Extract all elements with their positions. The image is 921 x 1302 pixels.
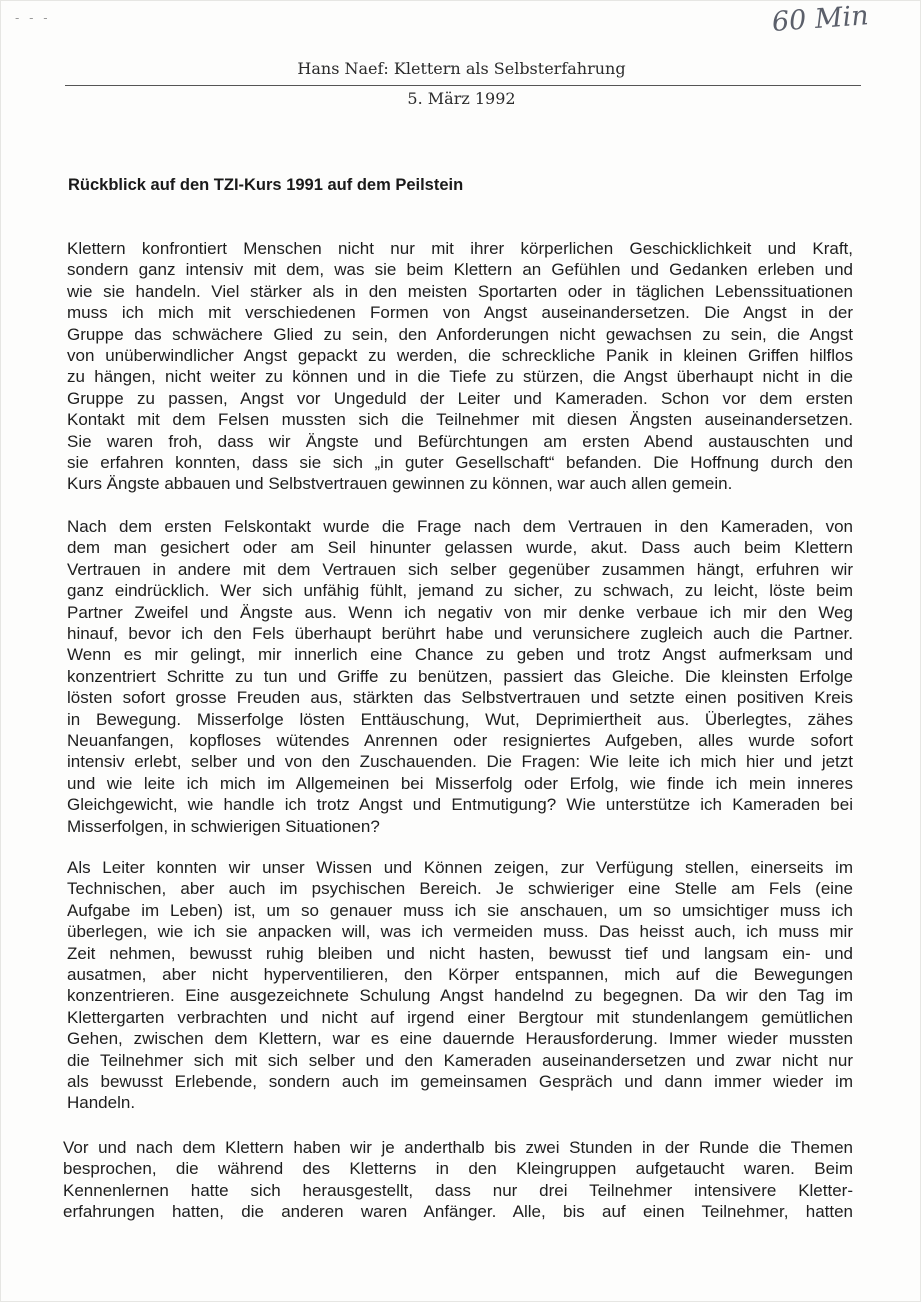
- text-line: Kontakt mit dem Felsen mussten sich die Teilnehmer mit diesen Ängsten auseinandersetzen.: [67, 410, 853, 430]
- text-line: als bewusst Erlebende, sondern auch im gemeinsamen Gespräch und dann immer wieder im: [67, 1072, 853, 1092]
- paragraph-2: [67, 516, 853, 837]
- text-line: ganz eindrücklich. Wer sich unfähig fühlt, jemand zu sicher, zu schwach, zu leicht, löste beim: [67, 581, 853, 601]
- paragraph-4: [63, 1137, 853, 1223]
- text-line: Gruppe das schwächere Glied zu sein, den Anforderungen nicht gewachsen zu sein, die Angst: [67, 324, 853, 344]
- text-line: Vor und nach dem Klettern haben wir je anderthalb bis zwei Stunden in der Runde die Themen: [63, 1138, 853, 1157]
- text-line: Gruppe zu passen, Angst vor Ungeduld der Leiter und Kameraden. Schon vor dem ersten: [67, 388, 853, 408]
- text-line: Partner Zweifel und Ängste aus. Wenn ich negativ von mir denke verbaue ich mir den Weg: [67, 602, 853, 622]
- text-line: zu hängen, nicht weiter zu können und in die Tiefe zu stürzen, die Angst überhaupt nicht in die: [67, 367, 853, 387]
- text-line: von unüberwindlicher Angst gepackt zu werden, die schreckliche Panik in kleinen Griffen hilflos: [67, 346, 853, 366]
- text-line: intensiv erlebt, selber und von den Zuschauenden. Die Fragen: Wie leite ich mich hier und jetzt: [67, 752, 853, 772]
- text-line: Kennenlernen hatte sich herausgestellt, dass nur drei Teilnehmer intensivere Kletter-: [63, 1180, 853, 1200]
- text-line: dem man gesichert oder am Seil hinunter gelassen wurde, akut. Dass auch beim Klettern: [67, 538, 853, 558]
- text-line: hinauf, bevor ich den Fels überhaupt berührt habe und verunsichere zugleich auch die Partner.: [67, 624, 853, 644]
- text-line: erfahrungen hatten, die anderen waren Anfänger. Alle, bis auf einen Teilnehmer, hatten: [63, 1202, 853, 1222]
- text-line: Misserfolgen, in schwierigen Situationen?: [67, 816, 380, 836]
- text-line: die Teilnehmer sich mit sich selber und den Kameraden auseinandersetzen und zwar nicht nur: [67, 1050, 853, 1070]
- text-line: Kurs Ängste abbauen und Selbstvertrauen gewinnen zu können, war auch allen gemein.: [67, 474, 733, 494]
- text-line: besprochen, die während des Kletterns in den Kleingruppen aufgetaucht waren. Beim: [63, 1159, 853, 1179]
- text-line: konzentriert Schritte zu tun und Griffe zu benützen, passiert das Gleiche. Die kleinsten Erfolge: [67, 666, 853, 686]
- text-line: Handeln.: [67, 1093, 136, 1113]
- text-line: Sie waren froh, dass wir Ängste und Befürchtungen am ersten Abend austauschten und: [67, 431, 853, 451]
- text-line: Klettern konfrontiert Menschen nicht nur mit ihrer körperlichen Geschicklichkeit und Kraft,: [67, 239, 853, 258]
- text-line: ausatmen, aber nicht hyperventilieren, den Körper entspannen, mich auf die Bewegungen: [67, 965, 853, 985]
- paragraph-3: [67, 857, 853, 1114]
- document-header: Hans Naef: Klettern als Selbsterfahrung: [297, 59, 626, 78]
- text-line: Aufgabe im Leben) ist, um so genauer muss ich sie anschauen, um so umsichtiger muss ich: [67, 900, 853, 920]
- text-line: Technischen, aber auch im psychischen Bereich. Je schwieriger eine Stelle am Fels (eine: [67, 879, 853, 899]
- text-line: Zeit nehmen, bewusst ruhig bleiben und nicht hasten, bewusst tief und langsam ein- und: [67, 943, 853, 963]
- handwritten-note: 60 Min: [771, 0, 870, 38]
- text-line: überlegen, wie ich sie anpacken will, was ich vermeiden muss. Das heisst auch, ich muss mir: [67, 922, 853, 942]
- text-line: Nach dem ersten Felskontakt wurde die Frage nach dem Vertrauen in den Kameraden, von: [67, 517, 853, 536]
- text-line: sondern ganz intensiv mit dem, was sie beim Klettern an Gefühlen und Gedanken erleben und: [67, 260, 853, 280]
- text-line: und wie leite ich mich im Allgemeinen bei Misserfolg oder Erfolg, wie finde ich mein inneres: [67, 773, 853, 793]
- text-line: konzentrieren. Eine ausgezeichnete Schulung Angst handelnd zu begegnen. Da wir den Tag im: [67, 986, 853, 1006]
- text-line: lösten sofort grosse Freuden aus, stärkten das Selbstvertrauen und setzte einen positiven Kreis: [67, 688, 853, 708]
- paragraph-1: [67, 238, 853, 495]
- header-divider: [65, 85, 861, 86]
- text-line: Gehen, zwischen dem Klettern, war es eine dauernde Herausforderung. Immer wieder mussten: [67, 1029, 853, 1049]
- document-date: 5. März 1992: [407, 89, 516, 108]
- text-line: Als Leiter konnten wir unser Wissen und Können zeigen, zur Verfügung stellen, einerseits im: [67, 858, 853, 877]
- text-line: Neuanfangen, kopfloses wütendes Anrennen oder resigniertes Aufgeben, alles wurde sofort: [67, 731, 853, 751]
- text-line: Klettergarten verbrachten und nicht auf irgend einer Bergtour mit stundenlangem gemütlichen: [67, 1007, 853, 1027]
- text-line: sie erfahren konnten, dass sie sich „in guter Gesellschaft“ befanden. Die Hoffnung durch den: [67, 453, 853, 473]
- text-line: wie sie handeln. Viel stärker als in den meisten Sportarten oder in täglichen Lebenssituationen: [67, 281, 853, 301]
- text-line: muss ich mich mit verschiedenen Formen von Angst auseinandersetzen. Die Angst in der: [67, 303, 853, 323]
- text-line: Vertrauen in andere mit dem Vertrauen sich selber gegenüber zusammen hängt, erfuhren wir: [67, 559, 853, 579]
- document-title: Rückblick auf den TZI-Kurs 1991 auf dem Peilstein: [68, 176, 464, 194]
- corner-mark: - - -: [15, 11, 51, 25]
- text-line: in Bewegung. Misserfolge lösten Enttäuschung, Wut, Deprimiertheit aus. Überlegtes, zähes: [67, 709, 853, 729]
- text-line: Gleichgewicht, wie handle ich trotz Angst und Entmutigung? Wie unterstütze ich Kameraden bei: [67, 795, 853, 815]
- text-line: Wenn es mir gelingt, mir innerlich eine Chance zu geben und trotz Angst aufmerksam und: [67, 645, 853, 665]
